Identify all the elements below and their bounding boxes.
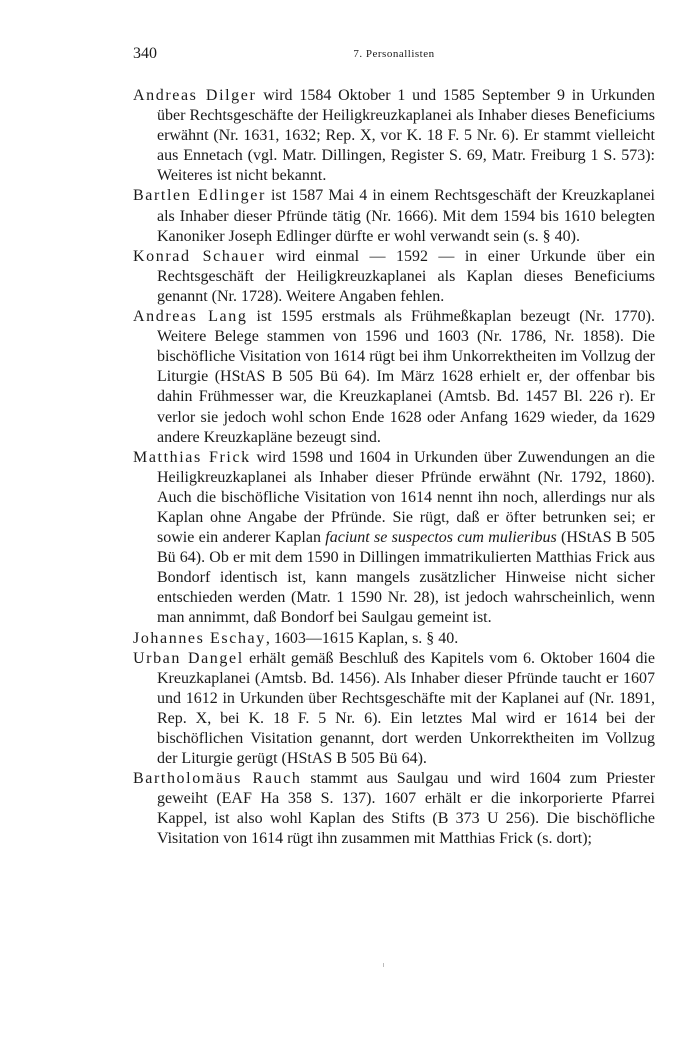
main-text <box>133 86 655 850</box>
entry-text: wird 1584 Oktober 1 und 1585 September 9 in Urkunden über Rechtsgeschäfte der Heiligkreuzkaplanei als Inhaber dieses Beneficiums erwähnt (Nr. 1631, 1632; Rep. X, vor K. 18 F. 5 Nr. 6). Er stammt vielleicht aus Ennetach (vgl. Matr. Dillingen, Register S. 69, Matr. Freiburg 1 S. 573): Weiteres ist nicht bekannt. <box>157 87 655 185</box>
entry-name: Bartlen Edlinger <box>133 187 266 205</box>
page-header <box>133 45 655 67</box>
entry-text-continued: (HStAS B 505 Bü 64). Ob er mit dem 1590 in Dillingen immatrikulierten Matthias Frick aus Bondorf identisch ist, kann mangels zusätzlicher Hinweise nicht sicher entschieden werden (Matr. 1 1590 Nr. 28), ist jedoch wahrscheinlich, wenn man annimmt, daß Bondorf bei Saulgau gemeint ist. <box>157 529 655 627</box>
entry-name: Urban Dangel <box>133 649 244 667</box>
print-mark <box>383 963 384 967</box>
entry-text: , 1603—1615 Kaplan, s. § 40. <box>265 629 459 647</box>
entry-name: Konrad Schauer <box>133 247 266 265</box>
entry-urban-dangel <box>133 649 655 770</box>
entry-konrad-schauer <box>133 247 655 307</box>
entry-text: stammt aus Saulgau und wird 1604 zum Priester geweiht (EAF Ha 358 S. 137). 1607 erhält er die inkorporierte Pfarrei Kappel, ist also wohl Kaplan des Stifts (B 373 U 256). Die bischöfliche Visitation von 1614 rügt ihn zusammen mit Matthias Frick (s. dort); <box>157 770 655 848</box>
entry-text: ist 1587 Mai 4 in einem Rechtsgeschäft der Kreuzkaplanei als Inhaber dieser Pfründe tätig (Nr. 1666). Mit dem 1594 bis 1610 belegten Kanoniker Joseph Edlinger dürfte er wohl verwandt sein (s. § 40). <box>157 187 655 245</box>
entry-latin-quote: faciunt se suspectos cum mulieribus <box>325 529 557 547</box>
entry-text: ist 1595 erstmals als Frühmeßkaplan bezeugt (Nr. 1770). Weitere Belege stammen von 1596 und 1603 (Nr. 1786, Nr. 1858). Die bischöfliche Visitation von 1614 rügt bei ihm Unkorrektheiten im Vollzug der Liturgie (HStAS B 505 Bü 64). Im März 1628 erhielt er, der offenbar bis dahin Frühmesser war, die Kreuzkaplanei (Amtsb. Bd. 1457 Bl. 226 r). Er verlor sie jedoch wohl schon Ende 1628 oder Anfang 1629 wieder, da 1629 andere Kreuzkapläne bezeugt sind. <box>157 308 655 446</box>
entry-andreas-dilger <box>133 86 655 186</box>
entry-name: Johannes Eschay <box>133 629 266 647</box>
entry-text: erhält gemäß Beschluß des Kapitels vom 6. Oktober 1604 die Kreuzkaplanei (Amtsb. Bd. 1456). Als Inhaber dieser Pfründe taucht er 1607 und 1612 in Urkunden über Rechtsgeschäfte mit der Kaplanei auf (Nr. 1891, Rep. X, bei K. 18 F. 5 Nr. 6). Ein letztes Mal wird er 1614 bei der bischöflichen Visitation genannt, dort werden Unkorrektheiten im Vollzug der Liturgie gerügt (HStAS B 505 Bü 64). <box>157 649 656 768</box>
entry-johannes-eschay <box>133 629 655 649</box>
entry-bartholomaeus-rauch <box>133 769 655 849</box>
entry-name: Bartholomäus Rauch <box>133 770 302 788</box>
entry-name: Andreas Lang <box>133 308 248 326</box>
running-title: 7. Personallisten <box>353 48 435 60</box>
entry-andreas-lang <box>133 307 655 448</box>
entry-name: Matthias Frick <box>133 448 251 466</box>
entry-bartlen-edlinger <box>133 186 655 246</box>
entry-matthias-frick <box>133 448 655 629</box>
entry-text: wird 1598 und 1604 in Urkunden über Zuwendungen an die Heiligkreuzkaplanei als Inhaber dieser Pfründe erwähnt (Nr. 1792, 1860). Auch die bischöfliche Visitation von 1614 nennt ihn noch, allerdings nur als Kaplan ohne Angabe der Pfründe. Sie rügt, daß er öfter betrunken sei; er sowie ein anderer Kaplan <box>157 448 655 547</box>
entry-text: wird einmal — 1592 — in einer Urkunde über ein Rechtsgeschäft der Heiligkreuzkaplanei als Kaplan dieses Beneficiums genannt (Nr. 1728). Weitere Angaben fehlen. <box>157 247 655 305</box>
page-number: 340 <box>133 45 157 62</box>
entry-name: Andreas Dilger <box>133 87 257 104</box>
